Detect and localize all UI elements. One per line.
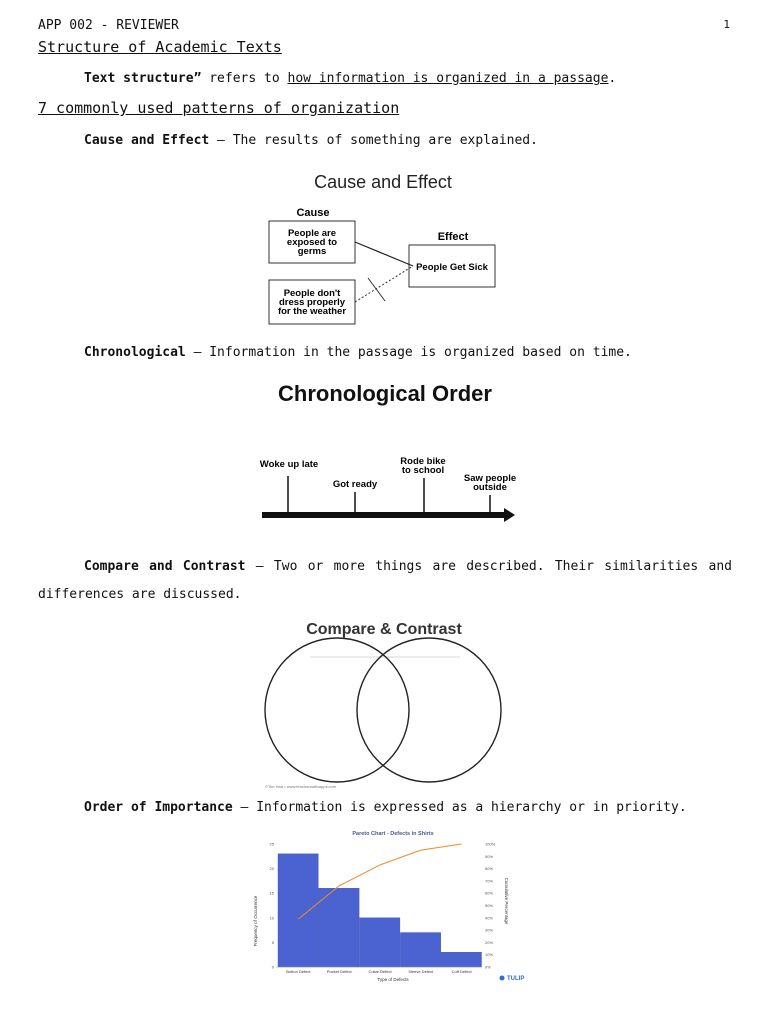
chart-xlabel: Type of Defects bbox=[377, 977, 409, 982]
y-tick-label: 20 bbox=[269, 866, 274, 872]
tulip-logo-text: TULIP bbox=[507, 976, 525, 982]
venn-circle-right bbox=[357, 638, 501, 782]
y-tick-label: 10 bbox=[269, 915, 274, 921]
y2-tick-label: 10% bbox=[485, 952, 494, 958]
y-tick-label: 15 bbox=[269, 890, 274, 896]
cause-arrow-dotted bbox=[355, 266, 413, 302]
x-tick-label: Button Defect bbox=[286, 969, 311, 974]
term-text-structure: Text structure” bbox=[84, 71, 202, 86]
bar-4 bbox=[400, 933, 440, 967]
definition-pre: refers to bbox=[201, 71, 288, 86]
compare-contrast-diagram bbox=[255, 612, 515, 794]
cause-arrow-solid bbox=[355, 242, 413, 266]
section-title-structure: Structure of Academic Texts bbox=[38, 38, 282, 56]
cause1-line2: exposed to bbox=[286, 237, 338, 248]
bar-3 bbox=[360, 918, 400, 967]
event-4-line2: outside bbox=[473, 482, 507, 493]
cause-effect-title: Cause and Effect bbox=[314, 172, 452, 192]
y-tick-label: 0 bbox=[271, 964, 274, 970]
definition-underlined: how information is organized in a passage bbox=[287, 71, 609, 86]
y2-tick-label: 20% bbox=[485, 939, 494, 945]
y-tick-label: 25 bbox=[269, 841, 274, 847]
y-axis-ticks bbox=[270, 842, 275, 970]
event-1: Woke up late bbox=[259, 459, 319, 470]
x-tick-label: Cuff Defect bbox=[451, 969, 472, 974]
chart-title: Pareto Chart - Defects in Shirts bbox=[352, 831, 434, 837]
pattern-compare-contrast bbox=[38, 553, 732, 609]
document-header: APP 002 - REVIEWER bbox=[38, 18, 179, 33]
cause2-line1: People don't bbox=[283, 288, 341, 299]
cause-label: Cause bbox=[296, 207, 330, 219]
y2-tick-label: 0% bbox=[485, 964, 491, 970]
timeline-arrowhead bbox=[504, 508, 515, 522]
tulip-logo-icon bbox=[500, 976, 505, 981]
cause1-line1: People are bbox=[287, 228, 337, 239]
bar-1 bbox=[278, 854, 318, 967]
chronological-diagram bbox=[250, 372, 525, 530]
y2-axis-ticks bbox=[485, 842, 496, 970]
pattern-term: Chronological bbox=[84, 345, 186, 360]
bar-5 bbox=[441, 952, 481, 967]
y2-tick-label: 80% bbox=[485, 866, 494, 872]
y2-tick-label: 70% bbox=[485, 878, 494, 884]
cause-effect-diagram bbox=[250, 165, 520, 330]
pattern-desc: – Information is expressed as a hierarchy or in priority. bbox=[232, 800, 687, 815]
image-credit: ©Tim Hart • www.teacherswithapps.com bbox=[265, 784, 337, 789]
y2-tick-label: 60% bbox=[485, 890, 494, 896]
pattern-desc: – Information in the passage is organized based on time. bbox=[185, 345, 632, 360]
chronological-title: Chronological Order bbox=[278, 381, 492, 406]
x-axis-labels bbox=[286, 969, 472, 974]
effect-text: People Get Sick bbox=[416, 262, 488, 273]
pattern-term: Order of Importance bbox=[84, 800, 233, 815]
pattern-term: Cause and Effect bbox=[84, 133, 210, 148]
text-structure-definition bbox=[84, 65, 616, 93]
compare-contrast-title: Compare & Contrast bbox=[306, 621, 462, 638]
pattern-desc: – The results of something are explained. bbox=[209, 133, 538, 148]
pareto-chart bbox=[250, 826, 535, 986]
section-title-patterns: 7 commonly used patterns of organization bbox=[38, 99, 400, 117]
event-3-line2: to school bbox=[401, 465, 445, 476]
pattern-desc: – Two or more things are described. Their similarities and differences are discussed. bbox=[38, 559, 732, 602]
effect-label: Effect bbox=[437, 231, 469, 243]
y2-tick-label: 90% bbox=[485, 853, 494, 859]
cross-out-mark bbox=[368, 278, 385, 301]
y2-tick-label: 50% bbox=[485, 903, 494, 908]
y-tick-label: 5 bbox=[271, 939, 274, 945]
event-2: Got ready bbox=[332, 479, 378, 490]
cause2-line3: for the weather bbox=[277, 306, 347, 317]
page-number: 1 bbox=[723, 18, 730, 31]
pattern-chronological bbox=[84, 339, 632, 367]
x-tick-label: Sleeve Defect bbox=[408, 969, 434, 974]
event-4-line1: Saw people bbox=[463, 473, 517, 484]
y2-tick-label: 30% bbox=[485, 927, 494, 933]
pattern-order-importance bbox=[84, 794, 687, 822]
x-tick-label: Collar Defect bbox=[368, 969, 392, 974]
pattern-cause-effect bbox=[84, 127, 538, 155]
chart-y2label: Cumulative Percentage bbox=[504, 877, 509, 925]
event-3-line1: Rode bike bbox=[400, 456, 446, 467]
cause1-line3: germs bbox=[297, 246, 327, 257]
y2-tick-label: 100% bbox=[485, 841, 496, 847]
chart-ylabel: Frequency of Occurrence bbox=[253, 895, 258, 947]
y2-tick-label: 40% bbox=[485, 915, 494, 921]
pattern-term: Compare and Contrast bbox=[84, 559, 246, 574]
bar-2 bbox=[319, 888, 359, 967]
x-tick-label: Pocket Defect bbox=[326, 969, 352, 974]
venn-circle-left bbox=[265, 638, 409, 782]
cause2-line2: dress properly bbox=[279, 297, 345, 308]
definition-post: . bbox=[608, 71, 617, 86]
